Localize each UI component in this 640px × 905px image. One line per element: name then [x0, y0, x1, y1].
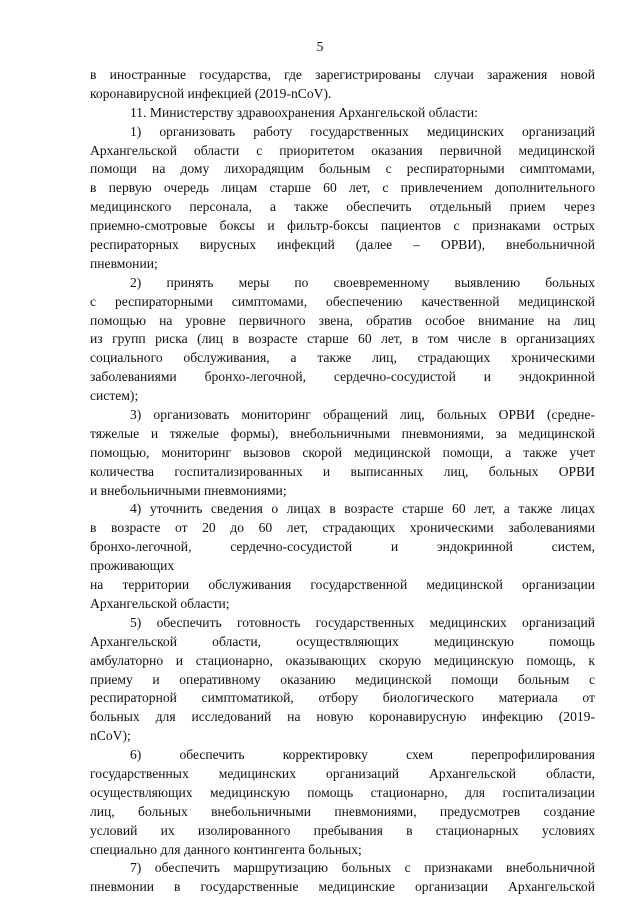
text-line: тяжелые и тяжелые формы), внебольничными пневмониями, за медицинской: [90, 425, 595, 441]
text-line: пневмонии;: [90, 255, 158, 271]
text-line: 2) принять меры по своевременному выявлению больных: [130, 274, 595, 290]
text-line: осуществляющих медицинскую помощь стационарно, для госпитализации: [90, 784, 595, 800]
text-line: 5) обеспечить готовность государственных медицинских организаций: [130, 614, 595, 630]
text-line: коронавирусной инфекцией (2019-nCoV).: [90, 85, 332, 101]
text-line: больных для исследований на новую коронавирусную инфекцию (2019-: [90, 709, 595, 725]
text-line: приемно-смотровые боксы и фильтр-боксы пациентов с признаками острых: [90, 218, 595, 234]
text-line: и внебольничными пневмониями;: [90, 482, 287, 498]
page-number: 5: [316, 39, 324, 54]
text-line: на территории обслуживания государственной медицинской организации: [90, 577, 595, 593]
text-line: Архангельской области, осуществляющих медицинскую помощь: [90, 633, 595, 649]
text-line: из групп риска (лиц в возрасте старше 60 лет, в том числе в организациях: [90, 331, 595, 347]
text-line: Архангельской области с приоритетом оказания первичной медицинской: [90, 142, 595, 158]
text-line: помощью, мониторинг вызовов скорой медицинской помощи, а также учет: [90, 444, 595, 460]
text-line: с респираторными симптомами, обеспечению качественной медицинской: [90, 293, 595, 309]
text-line: респираторной симптоматикой, отбору биологического материала от: [90, 690, 595, 706]
text-line: 7) обеспечить маршрутизацию больных с признаками внебольничной: [130, 860, 595, 876]
text-line: лиц, больных внебольничными пневмониями, предусмотрев создание: [90, 803, 595, 819]
text-line: специально для данного контингента больных;: [90, 841, 362, 857]
text-line: 3) организовать мониторинг обращений лиц, больных ОРВИ (средне-: [130, 407, 595, 423]
text-line: медицинского персонала, а также обеспечить отдельный прием через: [90, 199, 595, 215]
text-line: помощью на уровне первичного звена, обратив особое внимание на лиц: [90, 312, 595, 328]
text-line: систем);: [90, 388, 139, 404]
text-line: 1) организовать работу государственных медицинских организаций: [130, 123, 595, 139]
text-line: респираторных вирусных инфекций (далее – ОРВИ), внебольничной: [90, 237, 595, 253]
text-line: проживающих: [90, 558, 175, 574]
text-line: 6) обеспечить корректировку схем перепрофилирования: [130, 747, 595, 763]
text-line: количества госпитализированных и выписанных лиц, больных ОРВИ: [90, 463, 595, 479]
text-line: 4) уточнить сведения о лицах в возрасте старше 60 лет, а также лицах: [130, 501, 595, 517]
text-line: пневмонии в государственные медицинские организации Архангельской: [90, 879, 595, 895]
text-line: Архангельской области;: [90, 595, 230, 611]
text-line: социального обслуживания, а также лиц, страдающих хроническими: [90, 350, 595, 366]
text-line: помощи на дому лихорадящим больным с респираторными симптомами,: [90, 161, 595, 177]
text-line: в возрасте от 20 до 60 лет, страдающих хроническими заболеваниями: [90, 520, 595, 536]
text-line: приему и оперативному оказанию медицинской помощи больным с: [90, 671, 595, 687]
document-body: [90, 66, 595, 897]
text-line: заболеваниями бронхо-легочной, сердечно-сосудистой и эндокринной: [90, 369, 595, 385]
text-line: 11. Министерству здравоохранения Архангельской области:: [130, 104, 478, 120]
text-line: в первую очередь лицам старше 60 лет, с привлечением дополнительного: [90, 180, 595, 196]
text-line: в иностранные государства, где зарегистрированы случаи заражения новой: [90, 67, 595, 82]
text-line: nCoV);: [90, 728, 131, 744]
text-line: условий их изолированного пребывания в стационарных условиях: [90, 822, 595, 838]
text-line: бронхо-легочной, сердечно-сосудистой и эндокринной систем,: [90, 539, 595, 555]
text-line: государственных медицинских организаций Архангельской области,: [90, 765, 595, 781]
text-line: амбулаторно и стационарно, оказывающих скорую медицинскую помощь, к: [90, 652, 595, 668]
